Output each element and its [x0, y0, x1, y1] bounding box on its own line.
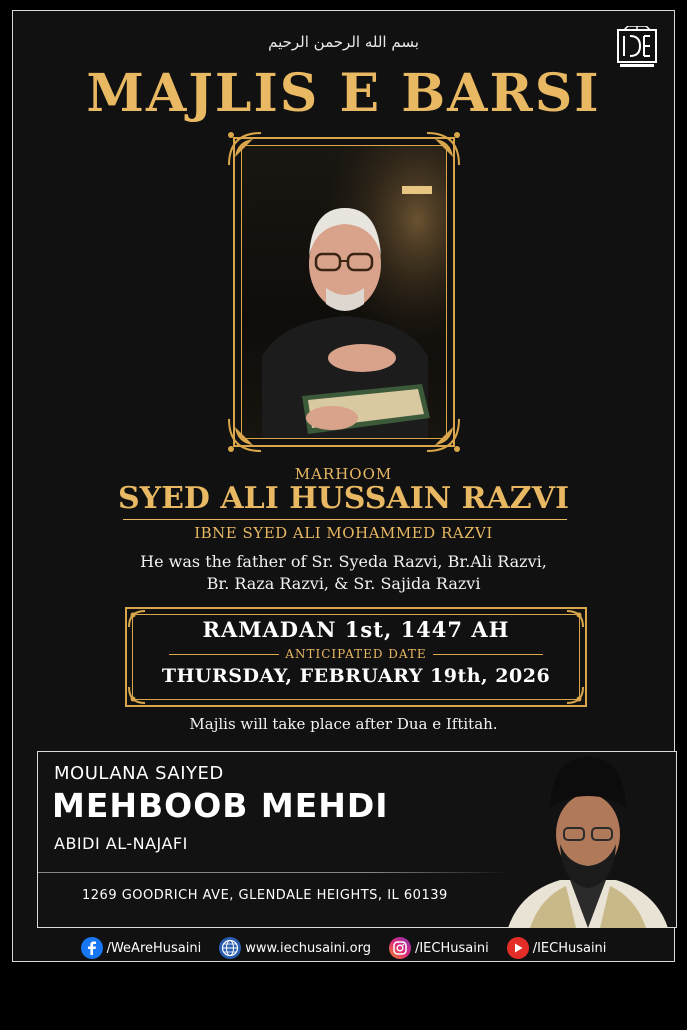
ornament-icon	[223, 413, 267, 457]
divider	[38, 872, 508, 873]
facebook-text: /WeAreHusaini	[106, 940, 202, 956]
ornament-icon	[421, 413, 465, 457]
divider	[123, 519, 567, 520]
youtube-text: /IECHusaini	[532, 940, 607, 956]
youtube-icon	[507, 937, 529, 959]
youtube-link[interactable]	[507, 937, 607, 959]
photo-frame	[223, 127, 465, 457]
date-box	[125, 607, 587, 707]
marhoom-label: MARHOOM	[294, 465, 393, 483]
bismillah-calligraphy: بسم الله الرحمن الرحيم	[268, 33, 419, 51]
hijri-date: RAMADAN 1st, 1447 AH	[202, 617, 510, 642]
speaker-suffix: ABIDI AL-NAJAFI	[54, 834, 188, 853]
speaker-panel	[37, 751, 677, 928]
anticipated-text: ANTICIPATED DATE	[285, 647, 427, 661]
family-text	[73, 551, 614, 595]
website-link[interactable]	[219, 937, 371, 959]
deceased-lineage: IBNE SYED ALI MOHAMMED RAZVI	[194, 524, 493, 542]
instagram-icon	[389, 937, 411, 959]
anticipated-label	[127, 647, 585, 661]
page-title: MAJLIS E BARSI	[86, 63, 601, 124]
social-links	[13, 935, 674, 961]
family-line-2: Br. Raza Razvi, & Sr. Sajida Razvi	[206, 574, 481, 593]
poster	[12, 10, 675, 962]
website-text: www.iechusaini.org	[245, 940, 371, 956]
ornament-icon	[223, 127, 267, 171]
speaker-title: MOULANA SAIYED	[54, 763, 224, 784]
globe-icon	[219, 937, 241, 959]
facebook-link[interactable]	[81, 937, 202, 959]
deceased-name: SYED ALI HUSSAIN RAZVI	[117, 481, 570, 516]
speaker-name: MEHBOOB MEHDI	[52, 786, 389, 825]
speaker-photo	[500, 752, 676, 928]
venue-address: 1269 GOODRICH AVE, GLENDALE HEIGHTS, IL 60139	[82, 888, 448, 903]
deceased-photo	[241, 145, 447, 439]
instagram-text: /IECHusaini	[414, 940, 489, 956]
gregorian-date: THURSDAY, FEBRUARY 19th, 2026	[161, 665, 551, 687]
instagram-link[interactable]	[389, 937, 489, 959]
timing-note: Majlis will take place after Dua e Iftitah.	[189, 715, 498, 733]
facebook-icon	[81, 937, 103, 959]
family-line-1: He was the father of Sr. Syeda Razvi, Br.Ali Razvi,	[140, 552, 547, 571]
ornament-icon	[421, 127, 465, 171]
